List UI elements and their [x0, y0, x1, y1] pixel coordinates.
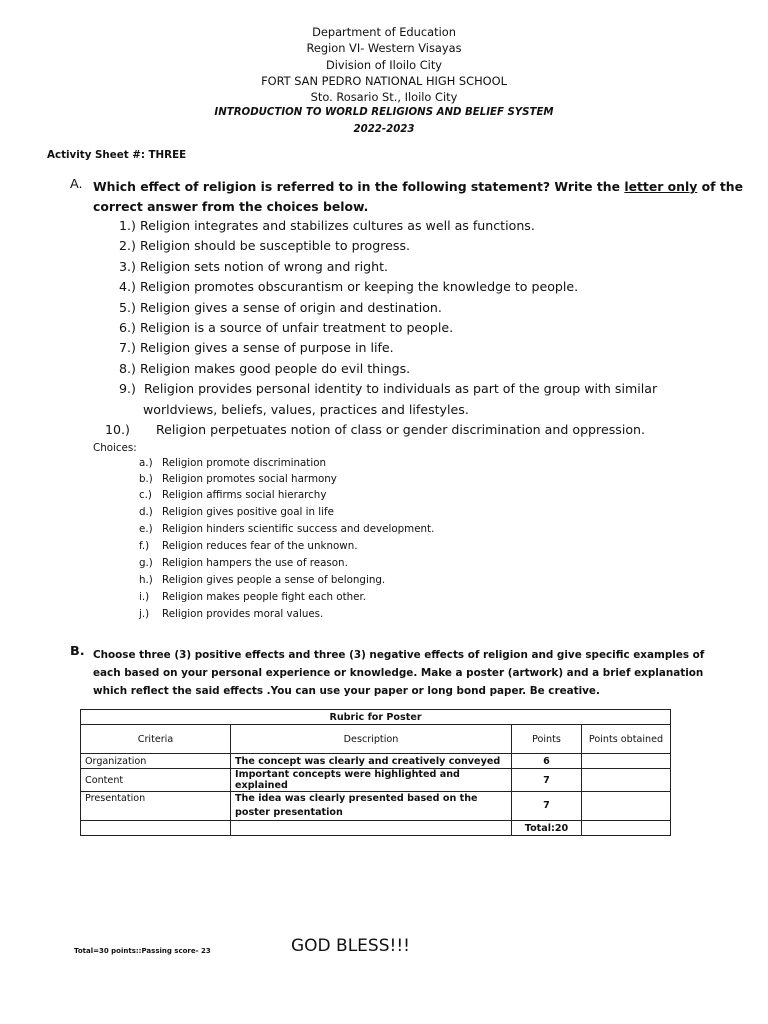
statement-number: 6.) [119, 320, 136, 335]
total-row [81, 821, 671, 836]
choice-letter: g.) [139, 557, 153, 569]
choice-item [139, 473, 337, 485]
choice-letter: c.) [139, 489, 152, 501]
table-row [81, 769, 671, 792]
document-header [0, 24, 768, 138]
choice-item [139, 457, 326, 469]
choice-letter: e.) [139, 523, 153, 535]
header-description: Description [231, 725, 512, 754]
total-cell: Total:20 [512, 821, 582, 836]
rubric-title: Rubric for Poster [81, 710, 671, 725]
statement-text: Religion perpetuates notion of class or gender discrimination and oppression. [156, 422, 646, 437]
choice-text: Religion gives people a sense of belonging. [162, 574, 386, 586]
statement-number: 4.) [119, 279, 136, 294]
question-text-1: Which effect of religion is referred to in the following statement? Write the [93, 179, 625, 194]
statement-text: Religion gives a sense of origin and destination. [139, 300, 442, 315]
statement-text: Religion is a source of unfair treatment to people. [139, 320, 454, 335]
description-cell: The idea was clearly presented based on the poster presentation [231, 792, 512, 821]
statement-text: Religion should be susceptible to progress. [139, 238, 411, 253]
empty-cell [81, 821, 231, 836]
god-bless-text: GOD BLESS!!! [291, 936, 410, 956]
statement-text: Religion integrates and stabilizes cultures as well as functions. [139, 218, 535, 233]
criteria-cell: Presentation [81, 792, 231, 821]
rubric-title-row [81, 710, 671, 725]
statement-item [119, 320, 453, 335]
criteria-cell: Content [81, 769, 231, 792]
table-row [81, 754, 671, 769]
empty-cell [582, 821, 671, 836]
choice-item [139, 608, 323, 620]
statement-item [105, 422, 645, 437]
rubric-table [80, 709, 671, 836]
points-cell: 7 [512, 792, 582, 821]
choice-text: Religion gives positive goal in life [162, 506, 334, 518]
section-a-letter: A. [70, 177, 83, 192]
passing-score-note: Total=30 points::Passing score- 23 [74, 947, 211, 955]
choice-text: Religion hampers the use of reason. [162, 557, 348, 569]
points-cell: 6 [512, 754, 582, 769]
choice-letter: j.) [139, 608, 150, 620]
choice-letter: b.) [139, 473, 153, 485]
statement-number: 9.) [119, 381, 136, 396]
statement-item [119, 259, 388, 274]
choice-item [139, 523, 434, 535]
choice-item [139, 489, 326, 501]
rubric-header-row [81, 725, 671, 754]
obtained-cell[interactable] [582, 792, 671, 821]
activity-sheet-label: Activity Sheet #: THREE [47, 149, 187, 161]
choice-item [139, 540, 358, 552]
statement-number: 3.) [119, 259, 136, 274]
points-cell: 7 [512, 769, 582, 792]
statement-item [119, 381, 657, 396]
choice-letter: d.) [139, 506, 153, 518]
statement-number: 1.) [119, 218, 136, 233]
statement-number: 5.) [119, 300, 136, 315]
statement-number: 2.) [119, 238, 136, 253]
choices-label: Choices: [93, 442, 137, 454]
choice-letter: h.) [139, 574, 153, 586]
obtained-cell[interactable] [582, 754, 671, 769]
school-year: 2022-2023 [353, 123, 415, 135]
statement-item [119, 218, 535, 233]
division-line: Division of Iloilo City [325, 57, 443, 72]
question-text-2: of the correct answer from the choices below. [93, 179, 744, 214]
description-cell: The concept was clearly and creatively conveyed [231, 754, 512, 769]
statement-number: 8.) [119, 361, 136, 376]
statement-number: 10.) [105, 422, 130, 437]
section-a-question [93, 177, 749, 217]
statement-item [119, 361, 410, 376]
school-name: FORT SAN PEDRO NATIONAL HIGH SCHOOL [261, 73, 507, 88]
statement-continuation: worldviews, beliefs, values, practices and lifestyles. [143, 402, 469, 417]
header-points: Points [512, 725, 582, 754]
choice-letter: i.) [139, 591, 150, 603]
statement-item [119, 300, 442, 315]
choice-text: Religion reduces fear of the unknown. [162, 540, 358, 552]
choice-text: Religion promote discrimination [162, 457, 327, 469]
statement-text: Religion provides personal identity to individuals as part of the group with similar [143, 381, 658, 396]
statement-text: Religion sets notion of wrong and right. [139, 259, 389, 274]
choice-letter: f.) [139, 540, 150, 552]
section-b-question: Choose three (3) positive effects and three (3) negative effects of religion and give specific examples of each based on your personal experience or knowledge. Make a poster (artwork) and a brief explanation which reflect the said effects .You can use your paper or long bond paper. Be creative. [93, 649, 705, 697]
statement-number: 7.) [119, 340, 136, 355]
course-title: INTRODUCTION TO WORLD RELIGIONS AND BELIEF SYSTEM [214, 107, 554, 119]
choice-text: Religion affirms social hierarchy [162, 489, 327, 501]
choice-item [139, 591, 366, 603]
header-points-obtained: Points obtained [582, 725, 671, 754]
statement-item [119, 279, 578, 294]
statement-item [119, 238, 410, 253]
header-criteria: Criteria [81, 725, 231, 754]
choice-item [139, 506, 334, 518]
question-underlined: letter only [624, 179, 698, 194]
choice-text: Religion hinders scientific success and development. [162, 523, 435, 535]
empty-cell [231, 821, 512, 836]
statement-text: Religion promotes obscurantism or keeping the knowledge to people. [139, 279, 579, 294]
choice-text: Religion provides moral values. [162, 608, 324, 620]
choice-text: Religion makes people fight each other. [162, 591, 367, 603]
table-row [81, 792, 671, 821]
school-address: Sto. Rosario St., Iloilo City [310, 90, 458, 105]
obtained-cell[interactable] [582, 769, 671, 792]
region-line: Region VI- Western Visayas [306, 41, 462, 56]
statement-item [119, 340, 394, 355]
department-line: Department of Education [312, 25, 456, 39]
section-b-letter: B. [70, 644, 85, 659]
statement-text: Religion gives a sense of purpose in life. [139, 340, 394, 355]
choice-item [139, 557, 348, 569]
criteria-cell: Organization [81, 754, 231, 769]
choice-text: Religion promotes social harmony [162, 473, 337, 485]
choice-letter: a.) [139, 457, 153, 469]
description-cell: Important concepts were highlighted and explained [231, 769, 512, 792]
statement-text: Religion makes good people do evil things. [139, 361, 411, 376]
choice-item [139, 574, 385, 586]
